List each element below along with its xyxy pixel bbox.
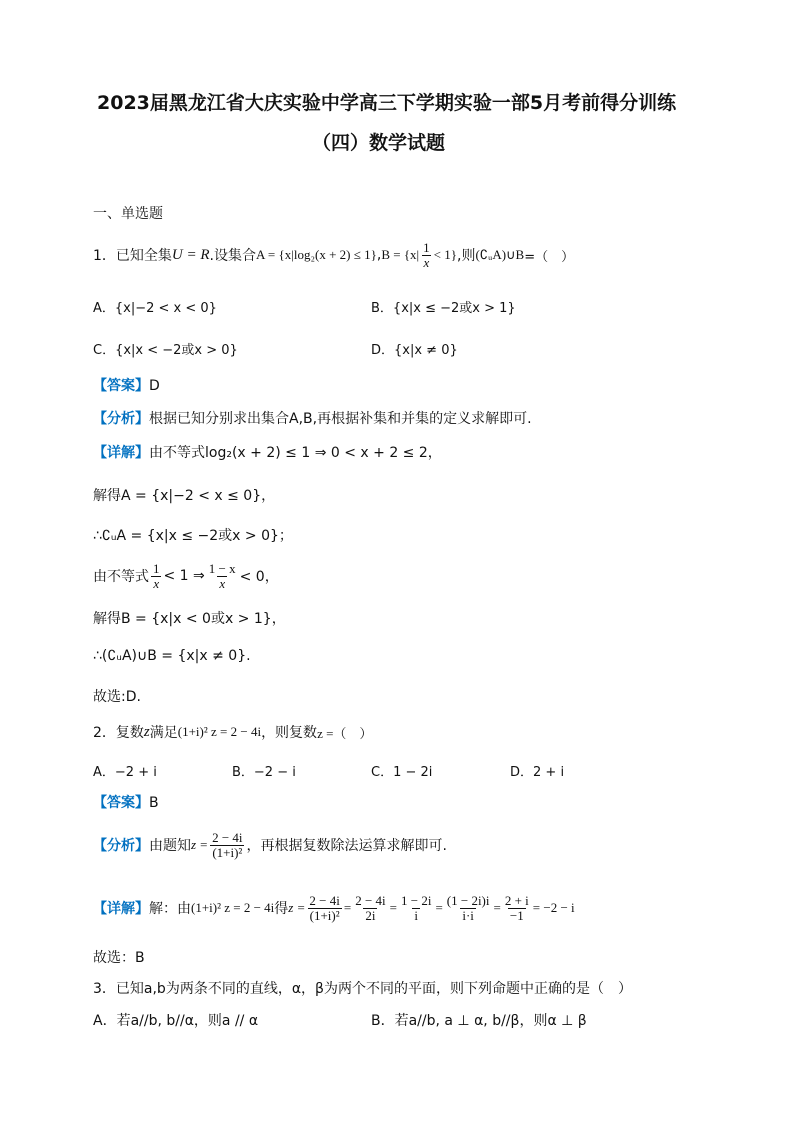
detail-fraction-3 bbox=[399, 894, 433, 922]
analysis-text: 根据已知分别求出集合A,B,再根据补集和并集的定义求解即可. bbox=[149, 411, 532, 427]
detail-label: 【详解】 bbox=[93, 901, 149, 917]
q2-stem bbox=[93, 718, 372, 746]
q1-set-a: A = {x|log₂(x + 2) ≤ 1} bbox=[256, 247, 377, 262]
q2-detail bbox=[93, 885, 575, 931]
detail-4-text-a: 由不等式 bbox=[93, 569, 149, 585]
q2-option-c: C．1 − 2i bbox=[371, 765, 433, 780]
section-heading: 一、单选题 bbox=[93, 206, 163, 222]
fraction-numerator: 1 bbox=[153, 560, 160, 576]
fraction-numerator: 1 bbox=[423, 239, 430, 255]
detail-text-a: 解：由 bbox=[149, 901, 191, 917]
analysis-text-b: ，再根据复数除法运算求解即可. bbox=[246, 838, 447, 854]
q2-stem-text-c: ，则复数 bbox=[261, 725, 318, 741]
fraction-denominator: x bbox=[153, 575, 160, 591]
equals-sign: = bbox=[493, 900, 501, 915]
equals-sign: = bbox=[343, 900, 352, 915]
q1-detail-6: ∴(∁ᵤA)∪B = {x|x ≠ 0}. bbox=[93, 648, 251, 664]
q1-conclusion: 故选:D. bbox=[93, 689, 141, 705]
fraction-denominator: −1 bbox=[509, 907, 524, 923]
detail-fraction-1 bbox=[307, 894, 341, 922]
fraction-numerator: 2 + i bbox=[504, 892, 529, 908]
q2-stem-text-d: z =（ ） bbox=[317, 725, 373, 741]
fraction-denominator: x bbox=[423, 254, 430, 270]
page-title-line1: 2023届黑龙江省大庆实验中学高三下学期实验一部5月考前得分训练 bbox=[97, 92, 677, 114]
q3-stem: 3．已知a,b为两条不同的直线，α，β为两个不同的平面，则下列命题中正确的是（ ） bbox=[93, 981, 632, 997]
q1-option-d: D．{x|x ≠ 0} bbox=[371, 343, 458, 358]
q1-stem-text-e: =（ ） bbox=[524, 249, 575, 265]
detail-variable: z = bbox=[288, 900, 306, 915]
q1-analysis bbox=[93, 408, 532, 428]
q1-set-b-fraction bbox=[421, 241, 432, 269]
analysis-label: 【分析】 bbox=[93, 838, 149, 854]
detail-4-text-b: < 1 ⇒ bbox=[163, 568, 205, 584]
q1-detail-3: ∴∁ᵤA = {x|x ≤ −2或x > 0}； bbox=[93, 528, 293, 544]
fraction-denominator: i bbox=[414, 907, 419, 923]
q1-stem-text-a: 1．已知全集 bbox=[93, 248, 172, 264]
fraction-denominator: (1+i)² bbox=[212, 844, 243, 860]
detail-text-b: 得 bbox=[274, 901, 289, 917]
answer-label: 【答案】 bbox=[93, 378, 149, 394]
analysis-fraction bbox=[210, 831, 244, 859]
q1-option-c: C．{x|x < −2或x > 0} bbox=[93, 343, 238, 358]
detail-fraction-5 bbox=[503, 894, 531, 922]
q1-stem bbox=[93, 240, 574, 270]
q1-universal-set: U = R bbox=[171, 246, 210, 263]
analysis-text-a: 由题知 bbox=[149, 838, 191, 854]
q2-stem-text-b: 满足 bbox=[149, 725, 178, 741]
detail-fraction-4 bbox=[445, 894, 492, 922]
q2-stem-text-a: 2．复数 bbox=[93, 725, 144, 741]
q2-equation: (1+i)² z = 2 − 4i bbox=[177, 724, 262, 739]
detail-4-fraction-1 bbox=[151, 562, 162, 590]
fraction-numerator: (1 − 2i)i bbox=[446, 892, 490, 908]
q2-variable: z bbox=[143, 723, 150, 740]
q3-option-b: B．若a//b, a ⊥ α, b//β，则α ⊥ β bbox=[371, 1013, 587, 1029]
detail-result: = −2 − i bbox=[532, 900, 575, 915]
fraction-numerator: 1 − 2i bbox=[400, 892, 432, 908]
equals-sign: = bbox=[389, 900, 397, 915]
detail-equation: (1+i)² z = 2 − 4i bbox=[191, 900, 275, 915]
q2-analysis bbox=[93, 822, 447, 868]
fraction-denominator: 2i bbox=[365, 907, 376, 923]
q2-answer bbox=[93, 792, 159, 812]
q1-stem-text-d: ,则 bbox=[457, 248, 476, 264]
analysis-variable: z = bbox=[191, 837, 209, 852]
fraction-numerator: 2 − 4i bbox=[212, 829, 243, 845]
answer-value: B bbox=[149, 795, 159, 811]
detail-label: 【详解】 bbox=[93, 445, 149, 461]
fraction-denominator: x bbox=[219, 575, 226, 591]
q1-option-a: A．{x|−2 < x < 0} bbox=[93, 301, 217, 316]
q1-detail-5: 解得B = {x|x < 0或x > 1}， bbox=[93, 611, 286, 627]
q1-option-b: B．{x|x ≤ −2或x > 1} bbox=[371, 301, 516, 316]
q1-detail-4 bbox=[93, 558, 279, 594]
q3-option-a: A．若a//b, b//α，则a // α bbox=[93, 1013, 259, 1029]
q2-conclusion: 故选：B bbox=[93, 950, 145, 966]
equals-sign: = bbox=[435, 900, 443, 915]
fraction-numerator: 1 − x bbox=[208, 560, 236, 576]
q1-stem-text-c: , bbox=[376, 247, 382, 263]
page-title-line2: （四）数学试题 bbox=[312, 132, 446, 154]
fraction-denominator: (1+i)² bbox=[309, 907, 340, 923]
q1-target-expression: (∁ᵤA)∪B bbox=[475, 247, 525, 262]
q2-option-d: D．2 + i bbox=[510, 765, 565, 780]
fraction-denominator: i·i bbox=[462, 907, 474, 923]
answer-value: D bbox=[149, 378, 160, 394]
fraction-numerator: 2 − 4i bbox=[355, 892, 386, 908]
detail-4-fraction-2 bbox=[207, 562, 238, 590]
detail-4-text-c: < 0， bbox=[239, 569, 279, 585]
fraction-numerator: 2 − 4i bbox=[309, 892, 340, 908]
q2-option-a: A．−2 + i bbox=[93, 765, 157, 780]
q1-set-b-left: B = {x| bbox=[381, 247, 420, 262]
q1-detail-2: 解得A = {x|−2 < x ≤ 0}， bbox=[93, 488, 276, 504]
q1-stem-text-b: .设集合 bbox=[209, 248, 256, 264]
q1-answer bbox=[93, 375, 160, 395]
q1-set-b-right: < 1} bbox=[433, 247, 457, 262]
answer-label: 【答案】 bbox=[93, 795, 149, 811]
q1-detail-1 bbox=[93, 442, 442, 462]
analysis-label: 【分析】 bbox=[93, 411, 149, 427]
detail-text: 由不等式log₂(x + 2) ≤ 1 ⇒ 0 < x + 2 ≤ 2， bbox=[149, 445, 442, 461]
detail-fraction-2 bbox=[353, 894, 387, 922]
q2-option-b: B．−2 − i bbox=[232, 765, 296, 780]
